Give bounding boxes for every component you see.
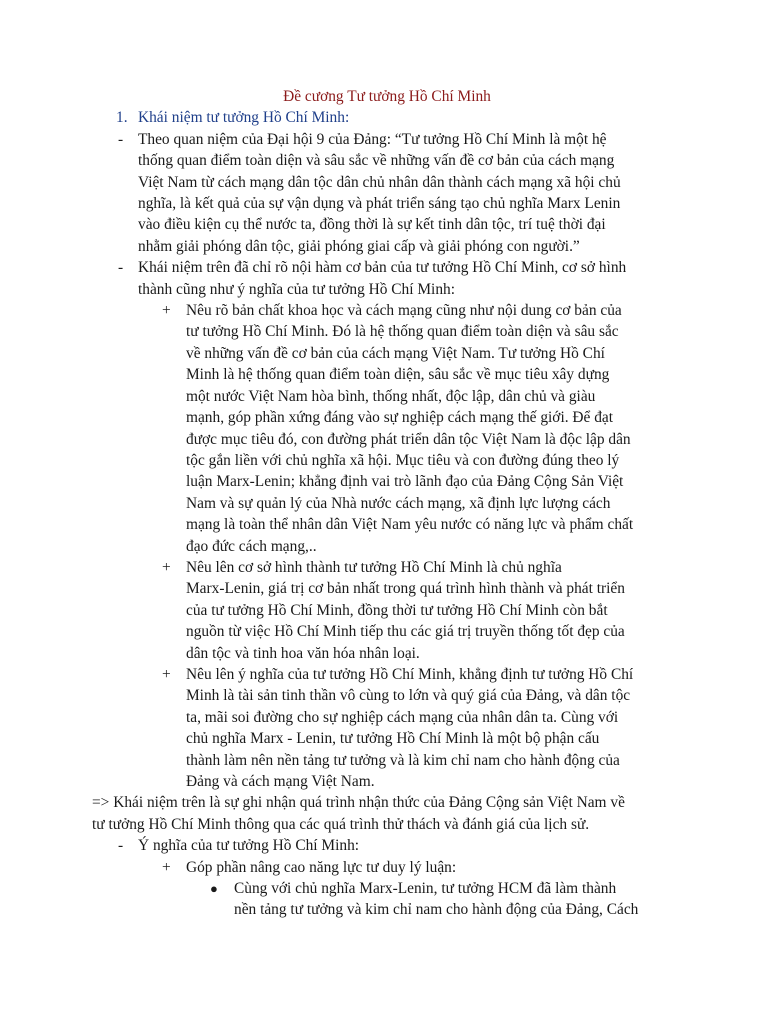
- text-line: một nước Việt Nam hòa bình, thống nhất, độc lập, dân chủ và giàu: [186, 387, 596, 405]
- document-title: Đề cương Tư tưởng Hồ Chí Minh: [283, 88, 491, 105]
- section-number: 1.: [116, 109, 128, 127]
- plus-bullet: +: [162, 302, 171, 320]
- text-line: Nêu rõ bản chất khoa học và cách mạng cũng như nội dung cơ bản của: [186, 302, 622, 320]
- subpoint-foundation: [162, 557, 682, 664]
- dash-bullet: -: [118, 259, 124, 277]
- subpoint-nature: [162, 300, 682, 557]
- text-line: tư tưởng Hồ Chí Minh. Đó là hệ thống quan điểm toàn diện và sâu sắc: [186, 323, 619, 341]
- paragraph-dai-hoi-definition: [118, 129, 682, 257]
- text-line: Góp phần nâng cao năng lực tư duy lý luận:: [186, 858, 457, 876]
- plus-bullet: +: [162, 558, 171, 576]
- subsubpoint-foundation: [210, 878, 682, 921]
- text-line: thành cũng như ý nghĩa của tư tưởng Hồ Chí Minh:: [138, 280, 456, 298]
- subpoint-significance: [162, 664, 682, 792]
- text-line: về những vấn đề cơ bản của cách mạng Việt Nam. Tư tưởng Hồ Chí: [186, 344, 605, 362]
- text-line: dân tộc và tinh hoa văn hóa nhân loại.: [186, 644, 420, 662]
- paragraph-concept-scope: [118, 257, 682, 300]
- text-line: Nêu lên cơ sở hình thành tư tưởng Hồ Chí Minh là chủ nghĩa: [186, 558, 562, 576]
- text-line: Việt Nam từ cách mạng dân tộc dân chủ nhân dân thành cách mạng xã hội chủ: [138, 173, 621, 191]
- text-line: Ý nghĩa của tư tưởng Hồ Chí Minh:: [138, 837, 360, 855]
- text-line: ta, mãi soi đường cho sự nghiệp cách mạng của nhân dân ta. Cùng với: [186, 708, 619, 726]
- text-line: luận Marx-Lenin; khẳng định vai trò lãnh đạo của Đảng Cộng Sản Việt: [186, 473, 624, 491]
- text-line: Marx-Lenin, giá trị cơ bản nhất trong quá trình hình thành và phát triển: [186, 580, 625, 598]
- paragraph-meaning: [118, 835, 682, 856]
- text-line: tộc gắn liền với chủ nghĩa xã hội. Mục tiêu và con đường đúng theo lý: [186, 451, 620, 469]
- text-line: mạng là toàn thể nhân dân Việt Nam yêu nước có năng lực và phẩm chất: [186, 516, 634, 534]
- text-line: Đảng và cách mạng Việt Nam.: [186, 773, 375, 790]
- text-line: được mục tiêu đó, con đường phát triển dân tộc Việt Nam là độc lập dân: [186, 430, 631, 448]
- section-heading: [116, 107, 682, 128]
- text-line: nền tảng tư tưởng và kim chỉ nam cho hành động của Đảng, Cách: [234, 901, 639, 919]
- text-line: Khái niệm trên đã chỉ rõ nội hàm cơ bản của tư tưởng Hồ Chí Minh, cơ sở hình: [138, 259, 627, 277]
- dash-bullet: -: [118, 837, 124, 855]
- text-line: => Khái niệm trên là sự ghi nhận quá trình nhận thức của Đảng Cộng sản Việt Nam về: [92, 794, 625, 812]
- text-line: Minh là hệ thống quan điểm toàn diện, sâu sắc về mục tiêu xây dựng: [186, 366, 610, 384]
- text-line: nghĩa, là kết quả của sự vận dụng và phát triển sáng tạo chủ nghĩa Marx Lenin: [138, 195, 621, 213]
- text-line: mạnh, góp phần xứng đáng vào sự nghiệp cách mạng thế giới. Để đạt: [186, 409, 614, 427]
- section-heading-text: Khái niệm tư tưởng Hồ Chí Minh:: [138, 109, 350, 127]
- text-line: Theo quan niệm của Đại hội 9 của Đảng: “Tư tưởng Hồ Chí Minh là một hệ: [138, 130, 607, 148]
- text-line: nhằm giải phóng dân tộc, giải phóng giai cấp và giải phóng con người.”: [138, 237, 580, 255]
- dash-bullet: -: [118, 130, 124, 148]
- document-page: [92, 86, 682, 921]
- text-line: Minh là tài sản tinh thần vô cùng to lớn và quý giá của Đảng, và dân tộc: [186, 687, 631, 705]
- text-line: thống quan điểm toàn diện và sâu sắc về những vấn đề cơ bản của cách mạng: [138, 152, 615, 170]
- conclusion-paragraph: [92, 792, 682, 835]
- text-line: Nêu lên ý nghĩa của tư tưởng Hồ Chí Minh, khẳng định tư tưởng Hồ Chí: [186, 665, 634, 683]
- text-line: thành làm nên nền tảng tư tưởng và là kim chỉ nam cho hành động của: [186, 751, 620, 769]
- text-line: nguồn từ việc Hồ Chí Minh tiếp thu các giá trị truyền thống tốt đẹp của: [186, 623, 625, 641]
- text-line: Nam và sự quản lý của Nhà nước cách mạng, xã định lực lượng cách: [186, 494, 611, 512]
- text-line: chủ nghĩa Marx - Lenin, tư tưởng Hồ Chí Minh là một bộ phận cấu: [186, 730, 600, 748]
- text-line: vào điều kiện cụ thể nước ta, đồng thời là sự kết tinh dân tộc, trí tuệ thời đại: [138, 216, 606, 234]
- text-line: tư tưởng Hồ Chí Minh thông qua các quá trình thử thách và đánh giá của lịch sử.: [92, 815, 590, 833]
- subpoint-theory-capacity: [162, 857, 682, 878]
- dot-bullet: ●: [210, 881, 218, 897]
- text-line: đạo đức cách mạng,..: [186, 537, 317, 555]
- plus-bullet: +: [162, 858, 171, 876]
- text-line: của tư tưởng Hồ Chí Minh, đồng thời tư tưởng Hồ Chí Minh còn bắt: [186, 601, 608, 619]
- text-line: Cùng với chủ nghĩa Marx-Lenin, tư tưởng HCM đã làm thành: [234, 880, 617, 898]
- plus-bullet: +: [162, 665, 171, 683]
